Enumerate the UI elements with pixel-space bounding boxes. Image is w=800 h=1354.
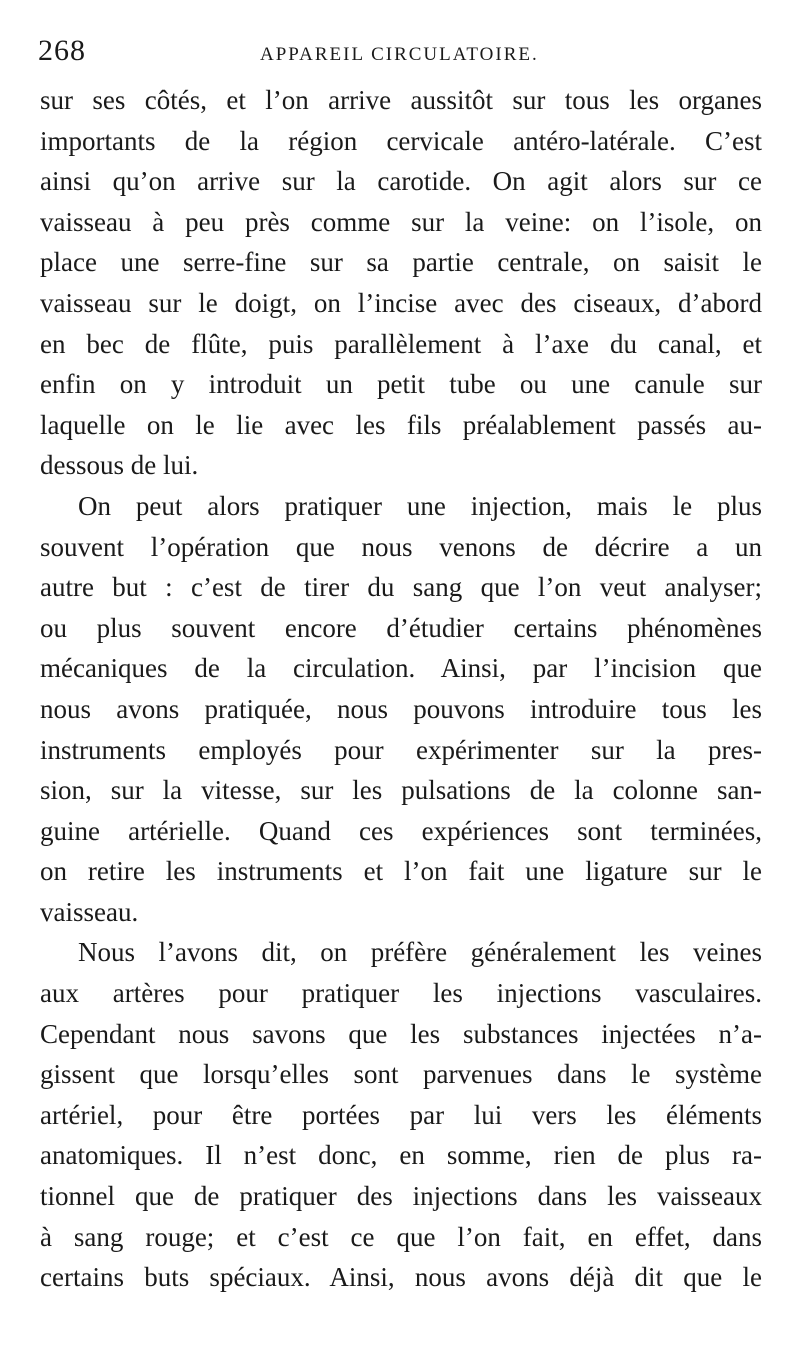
text-line: vaisseau à peu près comme sur la veine: on l’isole, on — [40, 206, 762, 237]
paragraph-end-line: vaisseau. — [40, 896, 139, 927]
text-line: certains buts spéciaux. Ainsi, nous avons déjà dit que le — [40, 1262, 762, 1293]
text-line: vaisseau sur le doigt, on l’incise avec des ciseaux, d’abord — [40, 287, 762, 318]
text-line: sur ses côtés, et l’on arrive aussitôt sur tous les organes — [40, 85, 762, 115]
paragraph-end-line: dessous de lui. — [40, 450, 199, 481]
text-line: anatomiques. Il n’est donc, en somme, rien de plus ra- — [40, 1140, 762, 1171]
text-line: autre but : c’est de tirer du sang que l’on veut analyser; — [40, 572, 762, 603]
text-line: instruments employés pour expérimenter sur la pres- — [40, 734, 762, 765]
text-line: nous avons pratiquée, nous pouvons introduire tous les — [40, 693, 762, 724]
text-line: enfin on y introduit un petit tube ou une canule sur — [40, 369, 762, 400]
text-line: ou plus souvent encore d’étudier certains phénomènes — [40, 612, 762, 643]
text-line: artériel, pour être portées par lui vers les éléments — [40, 1099, 762, 1130]
text-line: gissent que lorsqu’elles sont parvenues dans le système — [40, 1059, 762, 1090]
page-header — [38, 30, 778, 74]
text-line: tionnel que de pratiquer des injections dans les vaisseaux — [40, 1181, 762, 1212]
text-line: aux artères pour pratiquer les injections vasculaires. — [40, 978, 762, 1009]
running-title: APPAREIL CIRCULATOIRE. — [260, 44, 539, 65]
text-line: en bec de flûte, puis parallèlement à l’axe du canal, et — [40, 328, 762, 359]
page-number: 268 — [38, 34, 86, 67]
text-line: à sang rouge; et c’est ce que l’on fait, en effet, dans — [40, 1221, 762, 1252]
text-line: souvent l’opération que nous venons de décrire a un — [40, 531, 762, 562]
text-line: importants de la région cervicale antéro-latérale. C’est — [40, 125, 762, 156]
text-line: laquelle on le lie avec les fils préalablement passés au- — [40, 409, 762, 440]
text-line: guine artérielle. Quand ces expériences sont terminées, — [40, 815, 762, 846]
text-line: place une serre-fine sur sa partie centrale, on saisit le — [40, 247, 762, 278]
text-line: on retire les instruments et l’on fait une ligature sur le — [40, 856, 762, 887]
paragraph-start-line: Nous l’avons dit, on préfère généralement les veines — [78, 937, 762, 968]
body-text — [40, 80, 762, 1298]
text-line: sion, sur la vitesse, sur les pulsations de la colonne san- — [40, 775, 762, 806]
text-line: mécaniques de la circulation. Ainsi, par l’incision que — [40, 653, 762, 684]
text-line: Cependant nous savons que les substances injectées n’a- — [40, 1018, 762, 1049]
text-line: ainsi qu’on arrive sur la carotide. On agit alors sur ce — [40, 166, 762, 197]
paragraph-start-line: On peut alors pratiquer une injection, mais le plus — [78, 490, 762, 521]
